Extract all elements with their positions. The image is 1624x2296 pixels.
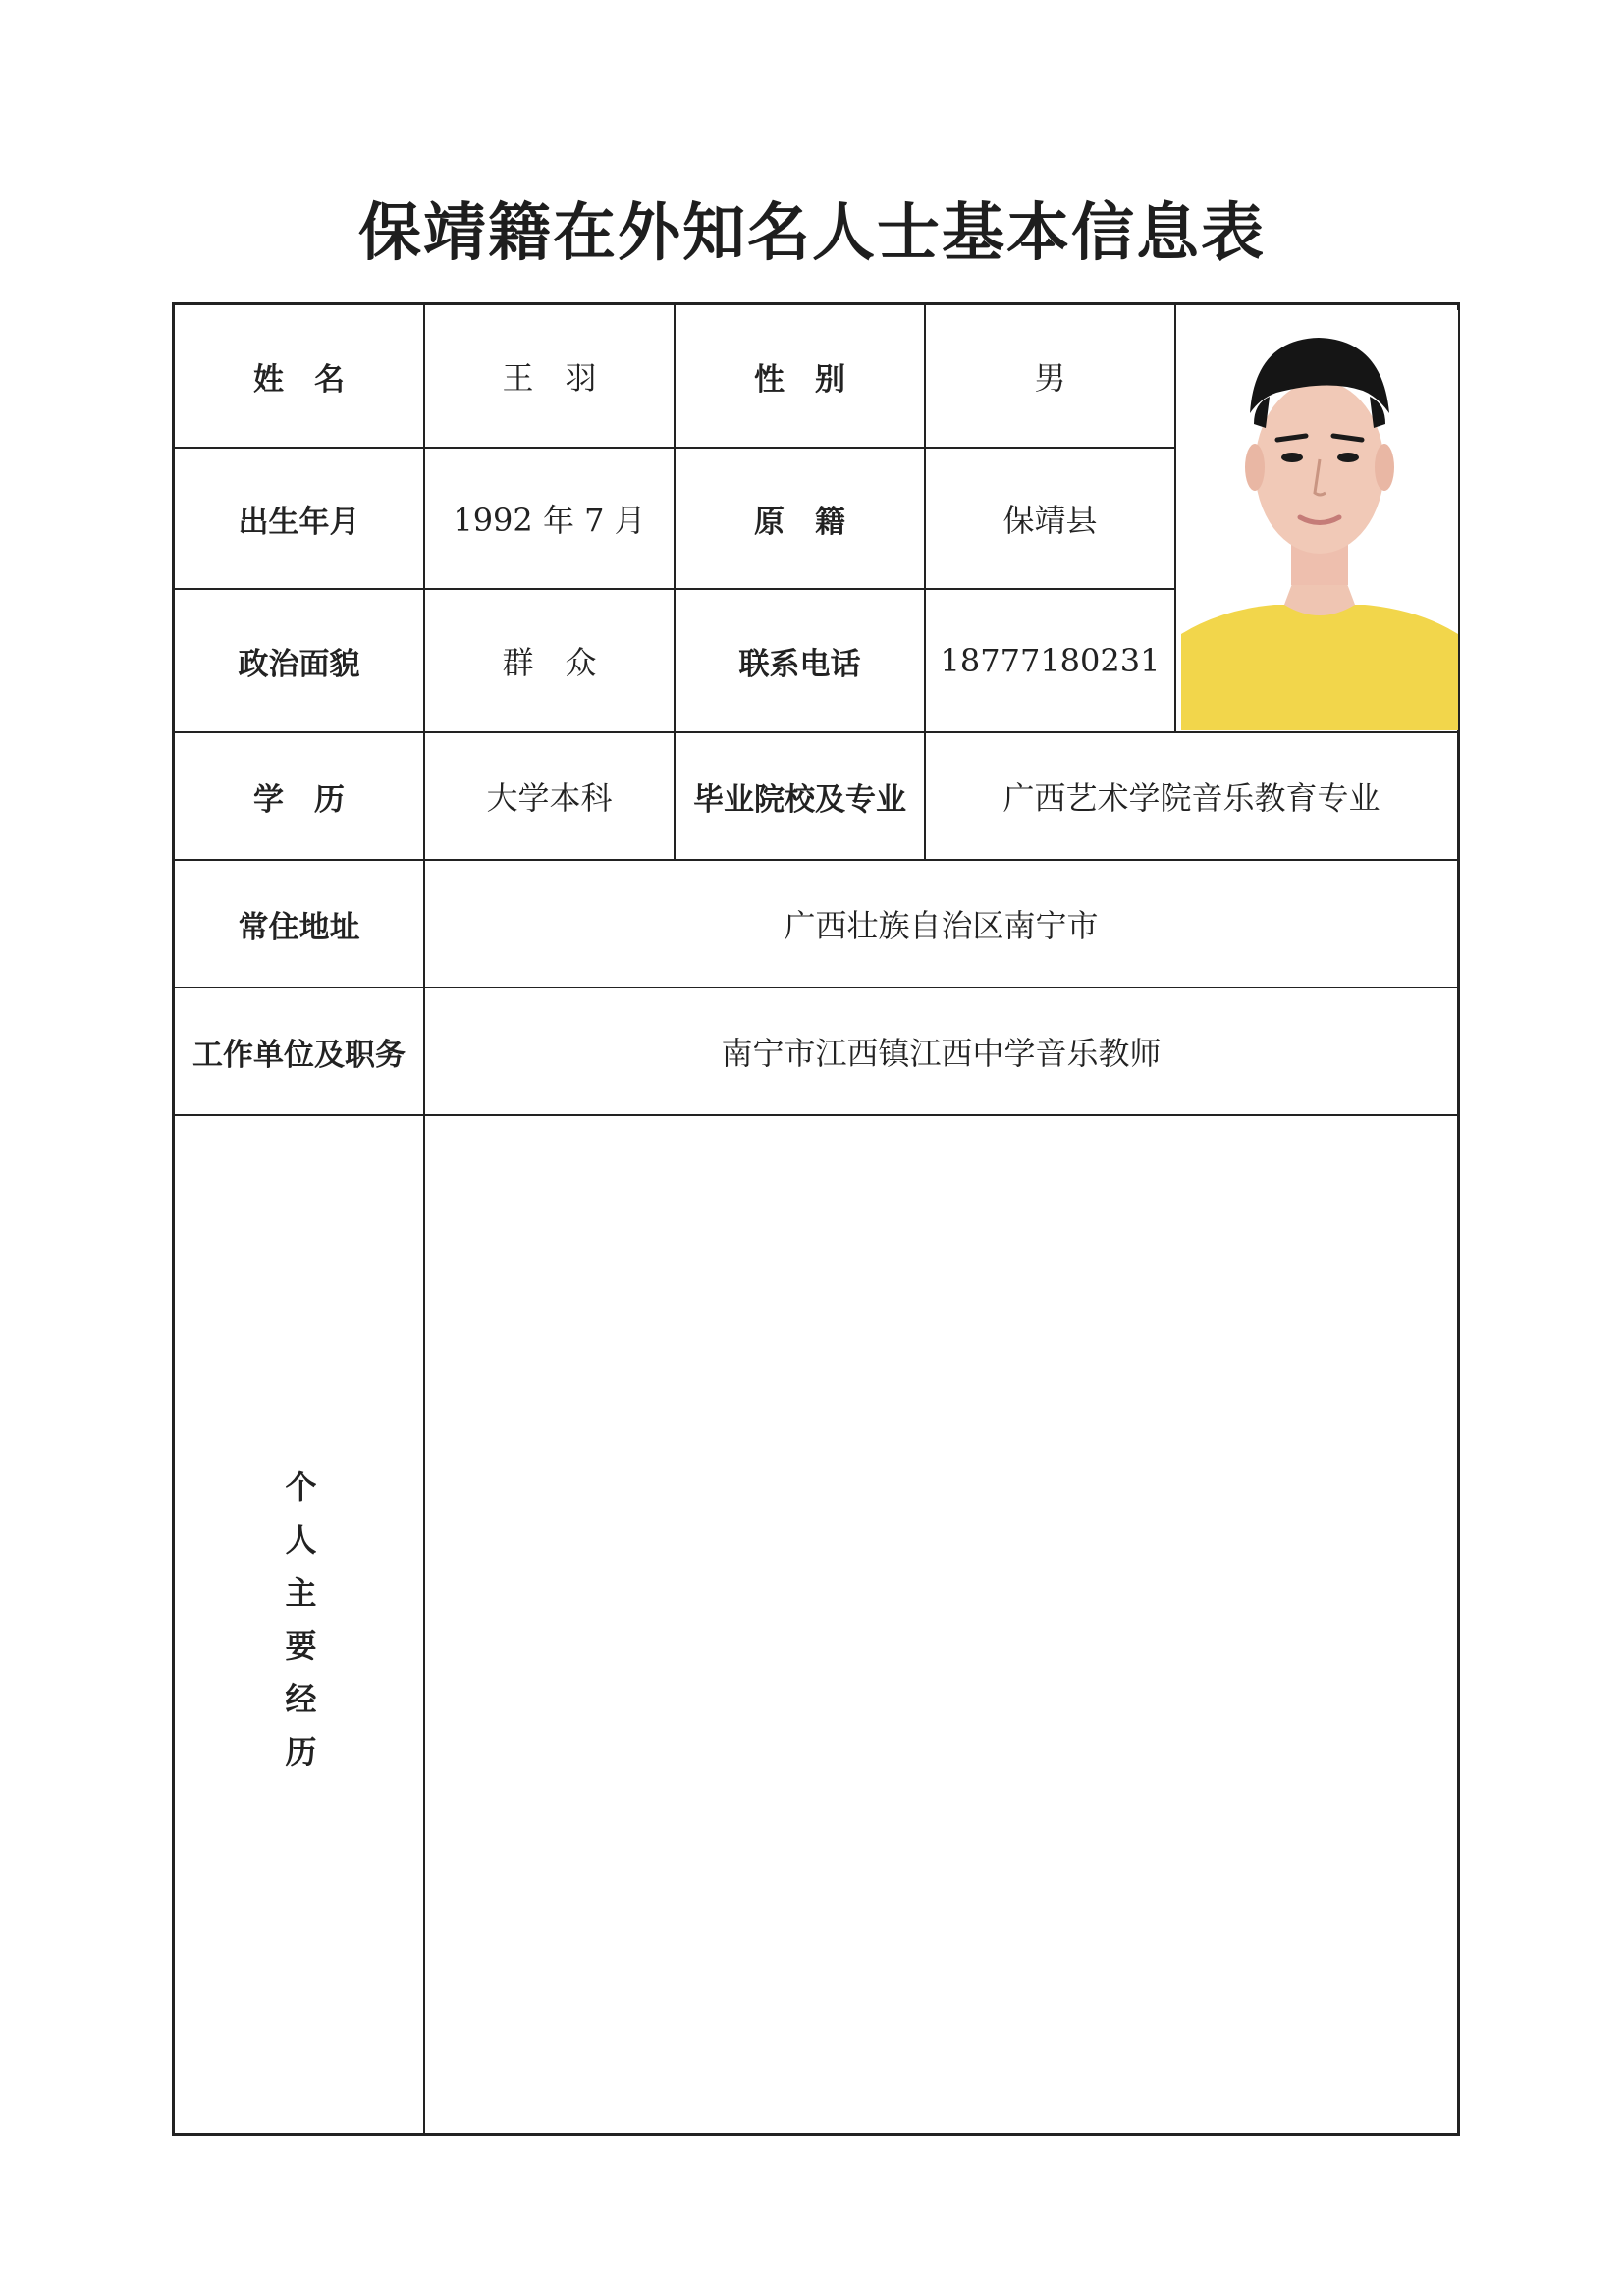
portrait-photo-icon (1181, 310, 1458, 730)
origin-label: 原 籍 (754, 504, 845, 540)
address-value: 广西壮族自治区南宁市 (784, 907, 1099, 944)
school-value: 广西艺术学院音乐教育专业 (1002, 779, 1380, 817)
political-value: 群 众 (502, 644, 597, 681)
education-value: 大学本科 (486, 779, 613, 817)
page-title: 保靖籍在外知名人士基本信息表 (358, 196, 1266, 270)
school-label: 毕业院校及专业 (693, 781, 906, 818)
column-divider (1174, 305, 1176, 731)
address-label: 常住地址 (238, 909, 360, 945)
name-value: 王 羽 (502, 359, 597, 397)
phone-value: 18777180231 (940, 642, 1161, 679)
gender-label: 性 别 (754, 361, 845, 398)
phone-label: 联系电话 (738, 646, 861, 682)
origin-value: 保靖县 (1002, 502, 1098, 539)
education-label: 学 历 (253, 781, 345, 818)
experience-label: 个人主要经历 (280, 1470, 318, 1789)
portrait-photo (1181, 310, 1458, 730)
info-form (172, 302, 1460, 2136)
gender-value: 男 (1034, 359, 1066, 397)
work-label: 工作单位及职务 (192, 1037, 406, 1073)
birth-label: 出生年月 (238, 504, 360, 540)
experience-label-cell (175, 1120, 423, 2139)
birth-value: 1992 年 7 月 (453, 502, 646, 539)
name-label: 姓 名 (253, 361, 345, 398)
political-label: 政治面貌 (238, 646, 360, 682)
work-value: 南宁市江西镇江西中学音乐教师 (721, 1035, 1162, 1072)
experience-value (425, 1116, 1457, 2133)
